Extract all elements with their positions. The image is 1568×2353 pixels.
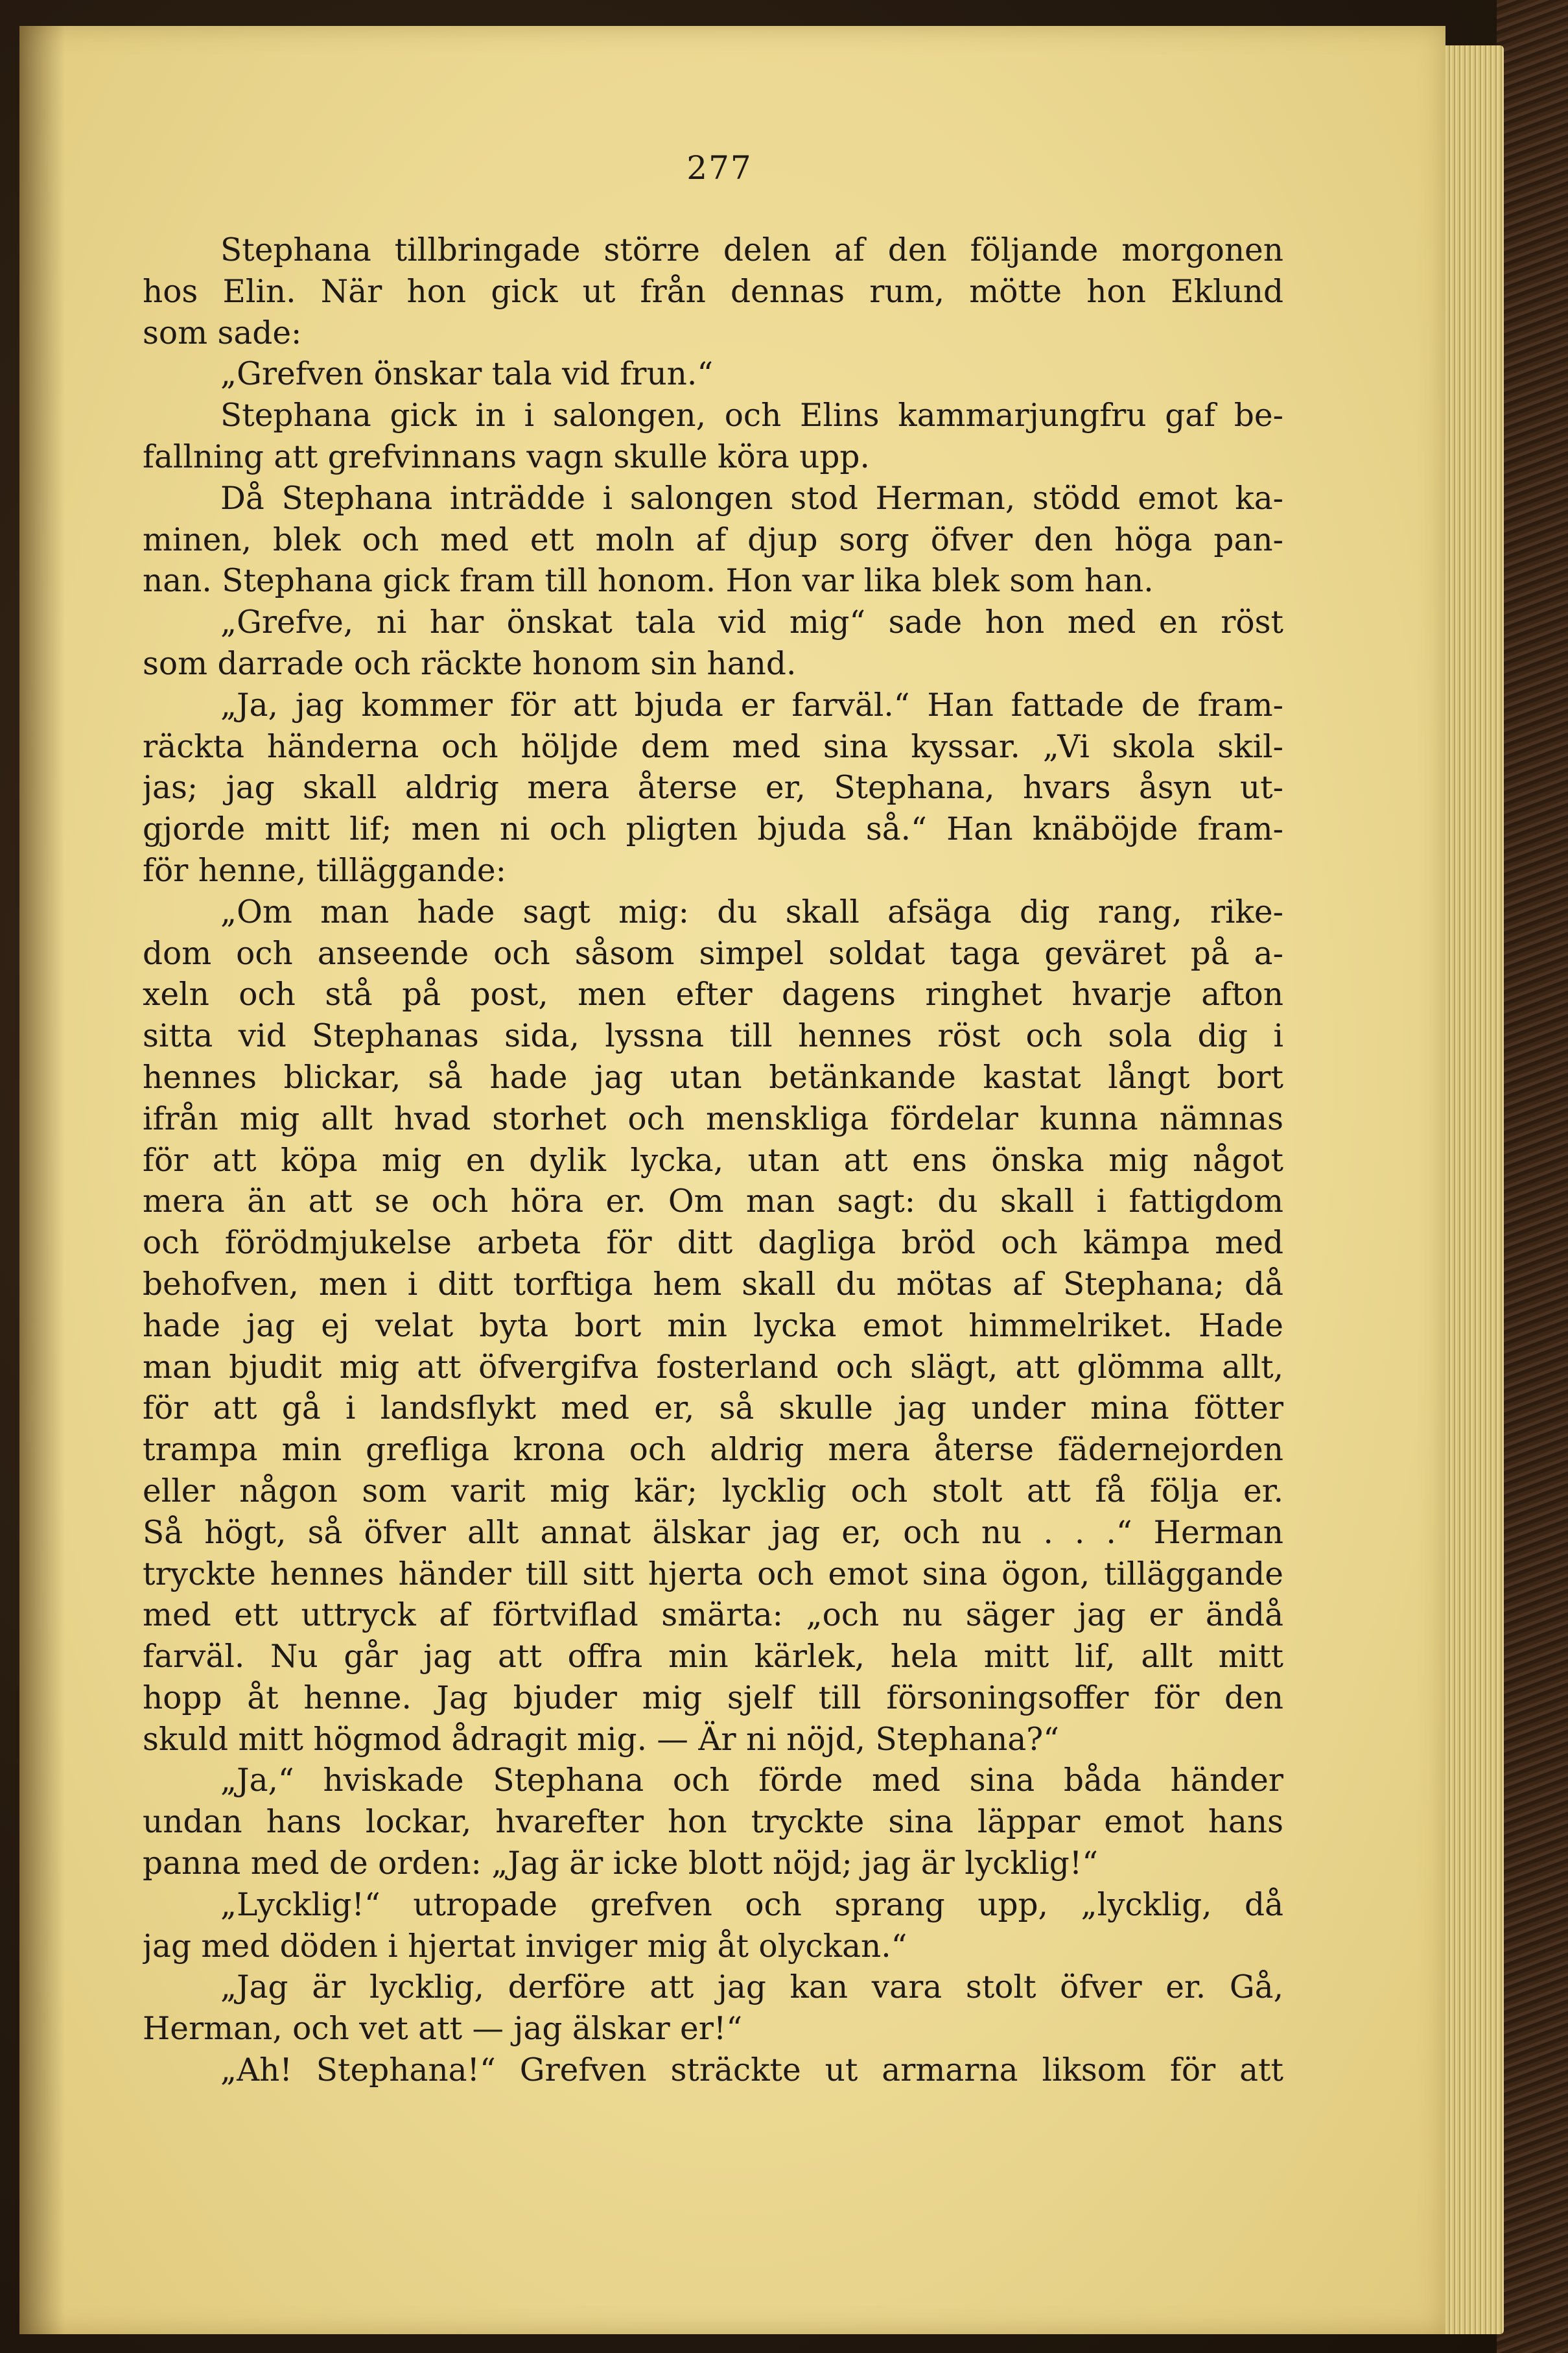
- text-line: Så högt, så öfver allt annat älskar jag er, och nu . . .“ Herman: [143, 1514, 1283, 1551]
- text-line: mera än att se och höra er. Om man sagt: du skall i fattigdom: [143, 1183, 1283, 1220]
- text-line: jas; jag skall aldrig mera återse er, Stephana, hvars åsyn ut-: [143, 770, 1283, 807]
- text-line: hennes blickar, så hade jag utan betänkande kastat långt bort: [143, 1059, 1283, 1096]
- text-line: för att köpa mig en dylik lycka, utan att ens önska mig något: [143, 1142, 1283, 1179]
- text-line: farväl. Nu går jag att offra min kärlek, hela mitt lif, allt mitt: [143, 1638, 1283, 1675]
- text-line: „Grefve, ni har önskat tala vid mig“ sade hon med en röst: [220, 604, 1283, 641]
- text-line: som sade:: [143, 314, 302, 351]
- text-line: dom och anseende och såsom simpel soldat taga geväret på a-: [143, 935, 1283, 972]
- text-line: Då Stephana inträdde i salongen stod Herman, stödd emot ka-: [220, 480, 1283, 517]
- text-line: för henne, tilläggande:: [143, 852, 506, 889]
- text-line: gjorde mitt lif; men ni och pligten bjuda så.“ Han knäböjde fram-: [143, 811, 1283, 848]
- text-line: trampa min grefliga krona och aldrig mera återse fädernejorden: [143, 1432, 1283, 1469]
- text-line: räckta händerna och höljde dem med sina kyssar. „Vi skola skil-: [143, 728, 1283, 765]
- leather-cover-edge: [1497, 0, 1568, 2353]
- text-line: „Om man hade sagt mig: du skall afsäga dig rang, rike-: [220, 893, 1283, 930]
- text-line: „Lycklig!“ utropade grefven och sprang upp, „lycklig, då: [220, 1886, 1283, 1923]
- text-line: skuld mitt högmod ådragit mig. — Är ni nöjd, Stephana?“: [143, 1721, 1060, 1758]
- text-line: för att gå i landsflykt med er, så skulle jag under mina fötter: [143, 1390, 1283, 1427]
- body-text: [143, 230, 1283, 2092]
- text-line: „Ja, jag kommer för att bjuda er farväl.“ Han fattade de fram-: [220, 687, 1283, 724]
- text-line: med ett uttryck af förtviflad smärta: „och nu säger jag er ändå: [143, 1597, 1283, 1634]
- text-line: „Jag är lycklig, derföre att jag kan vara stolt öfver er. Gå,: [220, 1969, 1283, 2006]
- text-line: „Ah! Stephana!“ Grefven sträckte ut armarna liksom för att: [220, 2052, 1283, 2089]
- text-line: ifrån mig allt hvad storhet och menskliga fördelar kunna nämnas: [143, 1100, 1283, 1137]
- text-line: hopp åt henne. Jag bjuder mig sjelf till försoningsoffer för den: [143, 1679, 1283, 1716]
- text-line: „Ja,“ hviskade Stephana och förde med sina båda händer: [220, 1762, 1283, 1799]
- text-line: xeln och stå på post, men efter dagens ringhet hvarje afton: [143, 976, 1283, 1013]
- text-line: behofven, men i ditt torftiga hem skall du mötas af Stephana; då: [143, 1266, 1283, 1303]
- text-line: undan hans lockar, hvarefter hon tryckte sina läppar emot hans: [143, 1804, 1283, 1841]
- text-line: hade jag ej velat byta bort min lycka emot himmelriket. Hade: [143, 1307, 1283, 1344]
- text-line: nan. Stephana gick fram till honom. Hon var lika blek som han.: [143, 563, 1154, 600]
- gutter-shadow: [19, 26, 65, 2334]
- text-line: sitta vid Stephanas sida, lyssna till hennes röst och sola dig i: [143, 1018, 1283, 1055]
- text-line: Herman, och vet att — jag älskar er!“: [143, 2011, 743, 2048]
- text-line: tryckte hennes händer till sitt hjerta och emot sina ögon, tilläggande: [143, 1555, 1283, 1592]
- text-line: minen, blek och med ett moln af djup sorg öfver den höga pan-: [143, 521, 1283, 558]
- text-line: Stephana tillbringade större delen af den följande morgonen: [220, 232, 1283, 268]
- text-line: panna med de orden: „Jag är icke blott nöjd; jag är lycklig!“: [143, 1845, 1099, 1882]
- text-line: som darrade och räckte honom sin hand.: [143, 645, 797, 682]
- text-line: fallning att grefvinnans vagn skulle köra upp.: [143, 438, 870, 475]
- text-line: Stephana gick in i salongen, och Elins kammarjungfru gaf be-: [220, 397, 1283, 434]
- text-line: man bjudit mig att öfvergifva fosterland och slägt, att glömma allt,: [143, 1349, 1283, 1386]
- text-line: eller någon som varit mig kär; lycklig och stolt att få följa er.: [143, 1472, 1283, 1509]
- text-line: „Grefven önskar tala vid frun.“: [220, 356, 714, 393]
- text-line: jag med döden i hjertat inviger mig åt olyckan.“: [143, 1928, 907, 1965]
- text-line: och förödmjukelse arbeta för ditt dagliga bröd och kämpa med: [143, 1225, 1283, 1262]
- page-number: 277: [686, 149, 753, 187]
- text-line: hos Elin. När hon gick ut från dennas rum, mötte hon Eklund: [143, 273, 1283, 310]
